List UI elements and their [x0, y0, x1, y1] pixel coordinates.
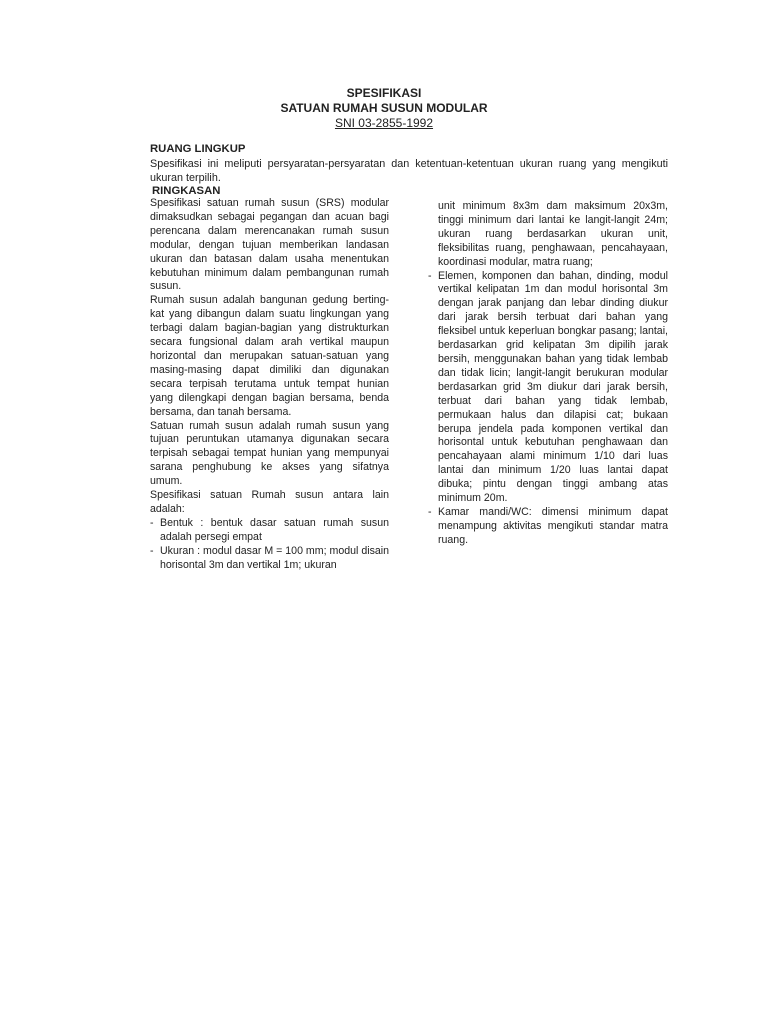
- list-item-text: Kamar mandi/WC: dimensi minimum dapat menampung aktivitas mengikuti standar matra ruang.: [438, 505, 668, 546]
- list-item-text: Bentuk : bentuk dasar satuan rumah susun adalah persegi empat: [160, 516, 389, 543]
- bullet-dash: -: [150, 544, 154, 557]
- right-column: [428, 200, 668, 548]
- bullet-dash: -: [428, 269, 432, 282]
- list-item-text: Elemen, komponen dan bahan, dinding, modul vertikal kelipatan 1m dan modul horisontal 3m dengan jarak panjang dan lebar dinding diukur dari jarak bersih terbuat dari bahan yang fleksibel untuk keperluan bongkar pasang; lantai, berdasarkan grid kelipatan 3m dipilih jarak bersih, menggunakan bahan yang tidak lembab dan tidak licin; langit-langit berukuran modular berdasarkan grid 3m diukur dari jarak bersih, terbuat dari bahan yang tidak lembab, permukaan halus dan dilapisi cat; bukaan berupa jendela pada komponen vertikal dan horisontal untuk kebutuhan penghawaan dan pencahayaan alami minimum 1/10 dari luas lantai dan minimum 1/20 luas lantai dapat dibuka; pintu dengan tinggi ambang atas minimum 20m.: [438, 269, 668, 505]
- bullet-dash: -: [428, 505, 432, 518]
- list-item-ukuran: [150, 545, 389, 573]
- left-column: [150, 197, 389, 572]
- scope-text: Spesifikasi ini meliputi persyaratan-persyaratan dan ketentuan-ketentuan ukuran ruang yang mengikuti ukuran terpilih.: [150, 158, 668, 185]
- list-item-kamar-mandi: [428, 506, 668, 548]
- summary-paragraph-3: Satuan rumah susun adalah rumah susun yang tujuan peruntukan utamanya digunakan secara terpisah sebagai tempat hunian yang mempunyai sarana penghubung ke akses yang sifatnya umum.: [150, 419, 389, 488]
- summary-paragraph-2: Rumah susun adalah bangunan gedung berting-kat yang dibangun dalam suatu lingkungan yang terbagi dalam bagian-bagian yang distrukturkan secara fungsional dalam arah vertikal maupun horizontal dan merupakan satuan-satuan yang masing-masing dapat dimiliki dan digunakan secara terpisah terutama untuk tempat hunian yang dilengkapi dengan bagian bersama, benda bersama, dan tanah bersama.: [150, 294, 389, 418]
- document-subtitle: SATUAN RUMAH SUSUN MODULAR: [280, 101, 488, 115]
- list-item-bentuk: [150, 517, 389, 545]
- bullet-dash: -: [150, 516, 154, 529]
- summary-paragraph-1: Spesifikasi satuan rumah susun (SRS) modular dimaksudkan sebagai pegangan dan acuan bagi perencana dalam merencanakan rumah susun modular, dengan tujuan memberikan landasan ukuran dan batasan dalam usaha menentukan kebutuhan minimum dalam pembangunan rumah susun.: [150, 197, 389, 293]
- list-item-elemen: [428, 270, 668, 506]
- list-item-text: Ukuran : modul dasar M = 100 mm; modul disain horisontal 3m dan vertikal 1m; ukuran: [160, 544, 389, 571]
- list-item-continuation: unit minimum 8x3m dam maksimum 20x3m, tinggi minimum dari lantai ke langit-langit 24m; ukuran ruang berdasarkan ukuran unit, fleksibilitas ruang, penghawaan, pencahayaan, koordinasi modular, matra ruang;: [438, 200, 668, 268]
- summary-paragraph-4: Spesifikasi satuan Rumah susun antara lain adalah:: [150, 489, 389, 515]
- scope-heading: RUANG LINGKUP: [150, 143, 246, 155]
- standard-number: SNI 03-2855-1992: [334, 116, 434, 130]
- document-title: SPESIFIKASI: [346, 86, 422, 100]
- summary-heading: RINGKASAN: [152, 185, 221, 197]
